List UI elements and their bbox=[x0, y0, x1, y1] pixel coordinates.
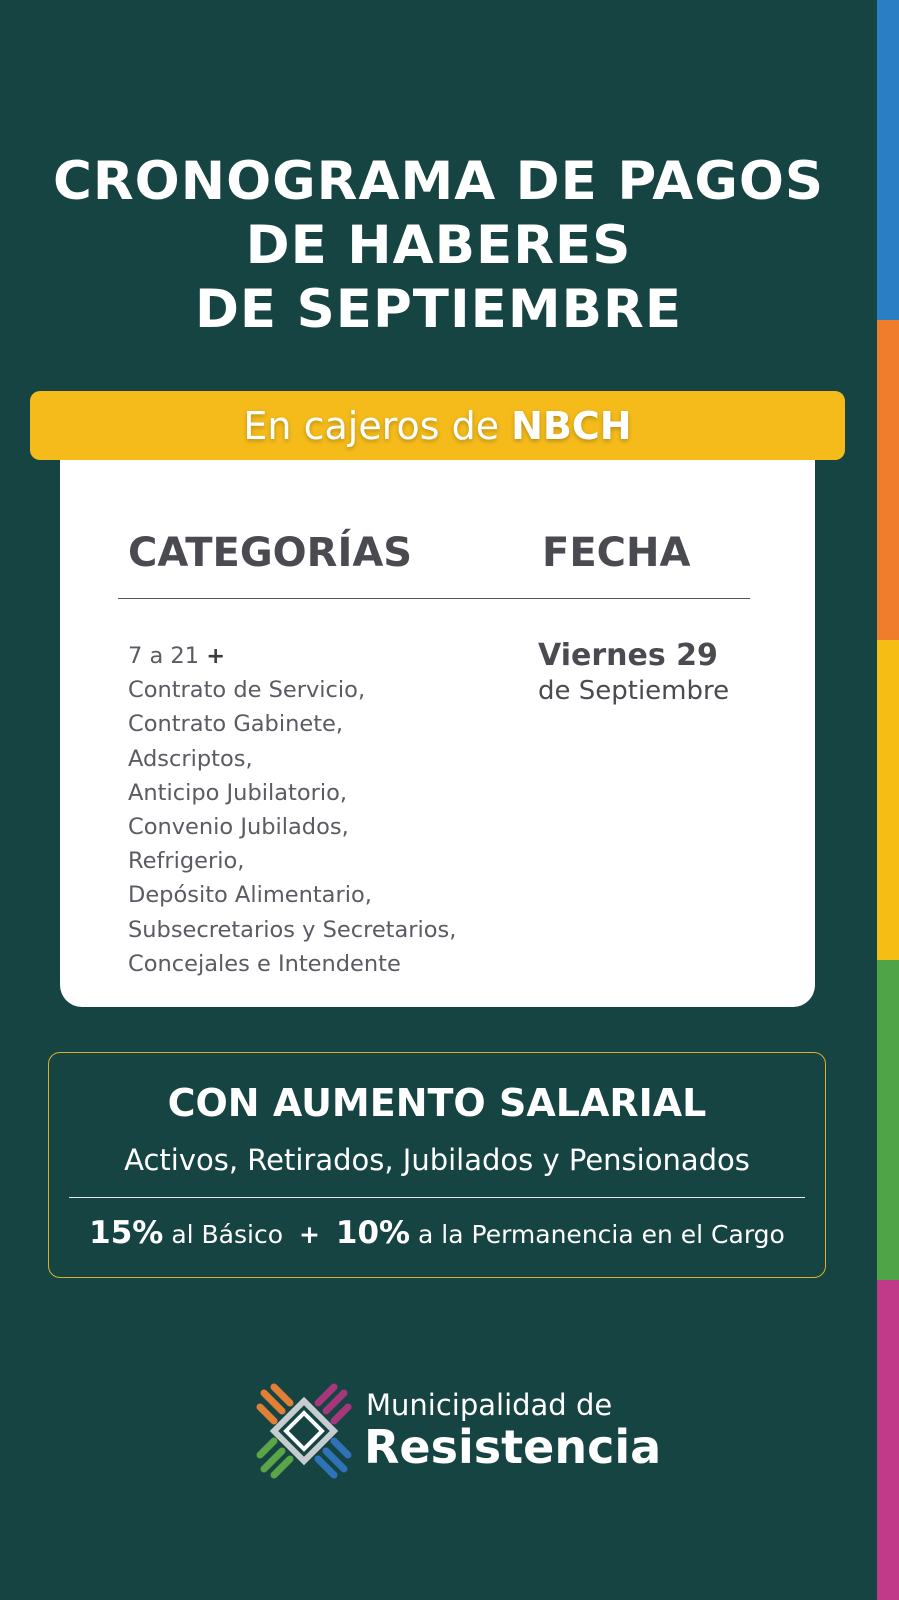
header-divider bbox=[118, 598, 750, 599]
banner-prefix: En cajeros de bbox=[243, 403, 500, 448]
basic-label: al Básico bbox=[171, 1220, 284, 1249]
category-item: Contrato de Servicio, bbox=[128, 677, 366, 704]
category-item: Adscriptos, bbox=[128, 745, 253, 772]
title-line-3: DE SEPTIEMBRE bbox=[194, 279, 683, 340]
stripe-magenta bbox=[877, 1280, 899, 1600]
categories-header: CATEGORÍAS bbox=[128, 530, 413, 576]
category-item: Concejales e Intendente bbox=[128, 950, 401, 977]
category-item: Subsecretarios y Secretarios, bbox=[128, 916, 457, 943]
stripe-orange bbox=[877, 320, 899, 640]
date-header: FECHA bbox=[542, 530, 691, 576]
banner-bank: NBCH bbox=[511, 403, 632, 448]
permanence-label: a la Permanencia en el Cargo bbox=[418, 1220, 785, 1249]
category-item: Contrato Gabinete, bbox=[128, 711, 344, 738]
title-line-2: DE HABERES bbox=[245, 215, 632, 276]
category-item: Refrigerio, bbox=[128, 848, 245, 875]
title-line-1: CRONOGRAMA DE PAGOS bbox=[52, 151, 825, 212]
terms-plus: + bbox=[298, 1220, 320, 1249]
schedule-card bbox=[60, 450, 815, 1007]
page-title bbox=[0, 150, 877, 342]
stripe-yellow bbox=[877, 640, 899, 960]
increase-subtitle: Activos, Retirados, Jubilados y Pensionados bbox=[124, 1143, 750, 1177]
logo-text-top: Municipalidad de bbox=[366, 1388, 613, 1422]
range-text: 7 a 21 bbox=[128, 643, 200, 669]
increase-title: CON AUMENTO SALARIAL bbox=[167, 1081, 707, 1125]
logo-text-main: Resistencia bbox=[364, 1420, 662, 1474]
categories-list bbox=[128, 639, 456, 981]
category-range bbox=[128, 639, 456, 673]
category-item: Anticipo Jubilatorio, bbox=[128, 779, 348, 806]
permanence-percent: 10% bbox=[335, 1215, 411, 1251]
payment-day: Viernes 29 bbox=[538, 638, 718, 673]
salary-increase-box bbox=[48, 1052, 826, 1278]
basic-percent: 15% bbox=[89, 1215, 164, 1251]
increase-divider bbox=[69, 1197, 805, 1198]
stripe-green bbox=[877, 960, 899, 1280]
plus-sign: + bbox=[206, 643, 226, 669]
atm-banner bbox=[30, 391, 845, 460]
stripe-blue bbox=[877, 0, 899, 320]
increase-terms bbox=[49, 1215, 825, 1251]
category-item: Convenio Jubilados, bbox=[128, 814, 349, 841]
payment-month: de Septiembre bbox=[538, 676, 730, 706]
category-item: Depósito Alimentario, bbox=[128, 882, 372, 909]
municipal-logo-icon bbox=[256, 1383, 352, 1479]
